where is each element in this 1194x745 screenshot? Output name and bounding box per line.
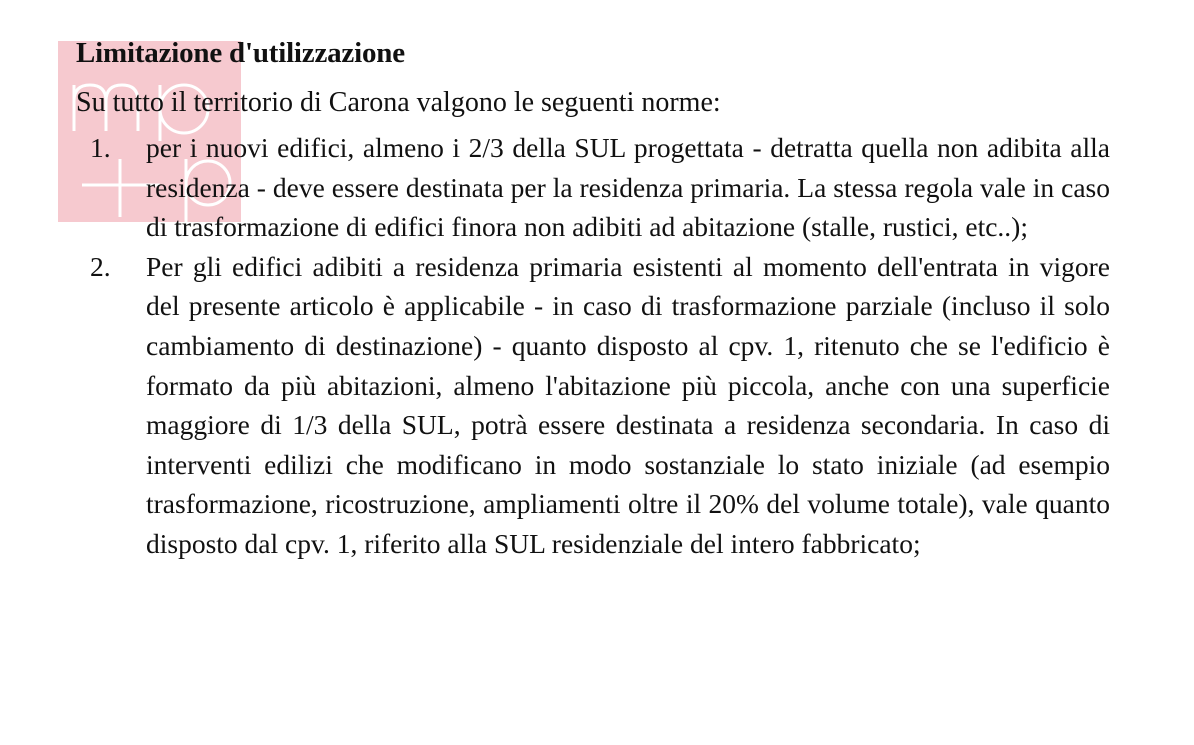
list-item-number: 1. — [90, 132, 111, 163]
list-item-number: 2. — [90, 250, 111, 282]
list-item-text: per i nuovi edifici, almeno i 2/3 della SUL progettata - detratta quella non adibita alla residenza - deve essere destinata per la residenza primaria. La stessa regola vale in caso di trasformazione di edifici finora non adibiti ad abitazione (stalle, rustici, etc..); — [146, 132, 1110, 243]
list-item — [76, 128, 1110, 247]
document-body — [76, 34, 1110, 564]
section-heading: Limitazione d'utilizzazione — [76, 37, 405, 69]
intro-paragraph: Su tutto il territorio di Carona valgono le seguenti norme: — [76, 87, 721, 118]
list-item — [76, 247, 1110, 564]
list-item-text: Per gli edifici adibiti a residenza primaria esistenti al momento dell'entrata in vigore del presente articolo è applicabile - in caso di trasformazione parziale (incluso il solo cambiamento di destinazione) - quanto disposto al cpv. 1, ritenuto che se l'edificio è formato da più abitazioni, almeno l'abitazione più piccola, anche con una superficie maggiore di 1/3 della SUL, potrà essere destinata a residenza secondaria. In caso di interventi edilizi che modificano in modo sostanziale lo stato iniziale (ad esempio trasformazione, ricostruzione, ampliamenti oltre il 20% del volume totale), vale quanto disposto dal cpv. 1, riferito alla SUL residenziale del intero fabbricato; — [146, 250, 1110, 559]
norms-list — [76, 128, 1110, 564]
